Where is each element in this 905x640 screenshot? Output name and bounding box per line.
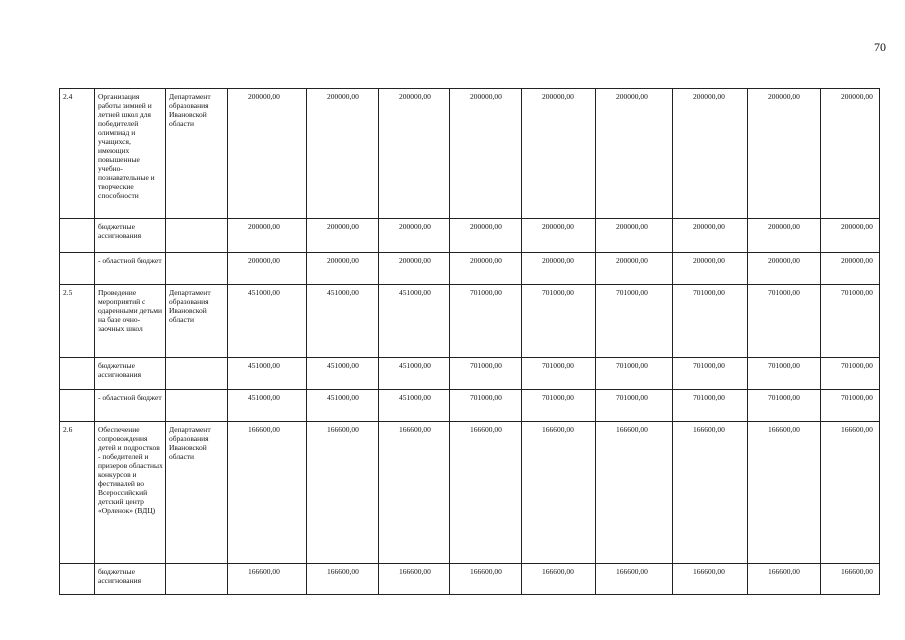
row-value-cell: 166600,00	[673, 422, 748, 564]
row-code-cell: 2.5	[60, 285, 95, 358]
row-value-cell: 200000,00	[522, 89, 596, 219]
row-value-cell: 701000,00	[821, 358, 880, 390]
row-name-cell: Проведение мероприятий с одаренными детьми на базе очно-заочных школ	[95, 285, 166, 358]
row-executor-cell	[166, 253, 228, 285]
row-value-cell: 200000,00	[450, 219, 522, 253]
row-value-cell: 701000,00	[673, 358, 748, 390]
row-value-cell: 166600,00	[379, 564, 450, 595]
row-name-cell: бюджетные ассигнования	[95, 564, 166, 595]
row-value-cell: 200000,00	[450, 89, 522, 219]
row-value-cell: 451000,00	[228, 285, 307, 358]
table-row-sub	[60, 253, 880, 285]
row-value-cell: 166600,00	[673, 564, 748, 595]
row-value-cell: 200000,00	[307, 253, 379, 285]
row-name-cell: бюджетные ассигнования	[95, 219, 166, 253]
row-code-cell: 2.6	[60, 422, 95, 564]
row-value-cell: 701000,00	[748, 390, 821, 422]
row-value-cell: 200000,00	[379, 89, 450, 219]
row-value-cell: 200000,00	[596, 253, 673, 285]
row-value-cell: 200000,00	[307, 89, 379, 219]
row-executor-cell: Департамент образования Ивановской области	[166, 89, 228, 219]
row-value-cell: 701000,00	[522, 390, 596, 422]
row-executor-cell	[166, 390, 228, 422]
row-value-cell: 200000,00	[821, 89, 880, 219]
row-name-cell: - областной бюджет	[95, 390, 166, 422]
table-row-sub	[60, 390, 880, 422]
row-code-cell	[60, 390, 95, 422]
row-value-cell: 701000,00	[821, 285, 880, 358]
row-value-cell: 701000,00	[748, 358, 821, 390]
row-value-cell: 701000,00	[522, 285, 596, 358]
row-value-cell: 200000,00	[821, 253, 880, 285]
row-value-cell: 701000,00	[673, 390, 748, 422]
row-value-cell: 166600,00	[307, 422, 379, 564]
row-value-cell: 200000,00	[522, 219, 596, 253]
row-value-cell: 701000,00	[748, 285, 821, 358]
table-row-main	[60, 422, 880, 564]
row-value-cell: 701000,00	[450, 358, 522, 390]
row-value-cell: 451000,00	[307, 358, 379, 390]
row-value-cell: 451000,00	[379, 390, 450, 422]
row-value-cell: 166600,00	[596, 422, 673, 564]
row-value-cell: 200000,00	[748, 219, 821, 253]
row-value-cell: 200000,00	[596, 89, 673, 219]
table-body	[60, 89, 880, 595]
row-value-cell: 451000,00	[228, 358, 307, 390]
table-row-sub	[60, 219, 880, 253]
row-value-cell: 200000,00	[673, 89, 748, 219]
row-value-cell: 200000,00	[522, 253, 596, 285]
row-value-cell: 701000,00	[522, 358, 596, 390]
row-executor-cell: Департамент образования Ивановской области	[166, 422, 228, 564]
row-value-cell: 701000,00	[596, 390, 673, 422]
row-value-cell: 200000,00	[307, 219, 379, 253]
row-value-cell: 200000,00	[228, 89, 307, 219]
row-name-cell: Обеспечение сопровождения детей и подростков - победителей и призеров областных конкурсов и фестивалей во Всероссийский детский центр «Орленок» (ВДЦ)	[95, 422, 166, 564]
row-value-cell: 200000,00	[821, 219, 880, 253]
row-value-cell: 701000,00	[450, 390, 522, 422]
row-value-cell: 166600,00	[748, 422, 821, 564]
row-value-cell: 701000,00	[596, 358, 673, 390]
row-name-cell: Организация работы зимней и летней школ для победителей олимпиад и учащихся, имеющих повышенные учебно-познавательные и творческие способности	[95, 89, 166, 219]
row-code-cell	[60, 564, 95, 595]
row-value-cell: 451000,00	[379, 285, 450, 358]
row-value-cell: 166600,00	[307, 564, 379, 595]
row-value-cell: 701000,00	[596, 285, 673, 358]
row-value-cell: 200000,00	[673, 219, 748, 253]
row-value-cell: 200000,00	[450, 253, 522, 285]
row-value-cell: 701000,00	[450, 285, 522, 358]
row-value-cell: 166600,00	[228, 422, 307, 564]
row-code-cell	[60, 219, 95, 253]
row-code-cell	[60, 358, 95, 390]
budget-table	[59, 88, 880, 595]
row-value-cell: 166600,00	[522, 422, 596, 564]
row-value-cell: 200000,00	[673, 253, 748, 285]
row-value-cell: 701000,00	[673, 285, 748, 358]
row-value-cell: 166600,00	[450, 422, 522, 564]
row-value-cell: 451000,00	[307, 285, 379, 358]
row-value-cell: 200000,00	[379, 253, 450, 285]
row-executor-cell	[166, 219, 228, 253]
row-value-cell: 200000,00	[748, 253, 821, 285]
row-value-cell: 451000,00	[228, 390, 307, 422]
table-row-sub	[60, 358, 880, 390]
row-value-cell: 166600,00	[596, 564, 673, 595]
row-value-cell: 166600,00	[450, 564, 522, 595]
row-executor-cell	[166, 358, 228, 390]
table-row-sub	[60, 564, 880, 595]
row-value-cell: 200000,00	[596, 219, 673, 253]
row-value-cell: 200000,00	[748, 89, 821, 219]
row-name-cell: - областной бюджет	[95, 253, 166, 285]
row-value-cell: 166600,00	[379, 422, 450, 564]
row-value-cell: 200000,00	[228, 219, 307, 253]
table-row-main	[60, 285, 880, 358]
row-code-cell	[60, 253, 95, 285]
row-value-cell: 701000,00	[821, 390, 880, 422]
page-number: 70	[874, 40, 886, 54]
row-value-cell: 166600,00	[228, 564, 307, 595]
row-value-cell: 166600,00	[821, 422, 880, 564]
row-value-cell: 166600,00	[748, 564, 821, 595]
row-code-cell: 2.4	[60, 89, 95, 219]
row-value-cell: 451000,00	[307, 390, 379, 422]
row-value-cell: 451000,00	[379, 358, 450, 390]
row-value-cell: 166600,00	[522, 564, 596, 595]
row-value-cell: 200000,00	[379, 219, 450, 253]
row-value-cell: 200000,00	[228, 253, 307, 285]
row-executor-cell: Департамент образования Ивановской области	[166, 285, 228, 358]
row-executor-cell	[166, 564, 228, 595]
row-name-cell: бюджетные ассигнования	[95, 358, 166, 390]
table-row-main	[60, 89, 880, 219]
row-value-cell: 166600,00	[821, 564, 880, 595]
